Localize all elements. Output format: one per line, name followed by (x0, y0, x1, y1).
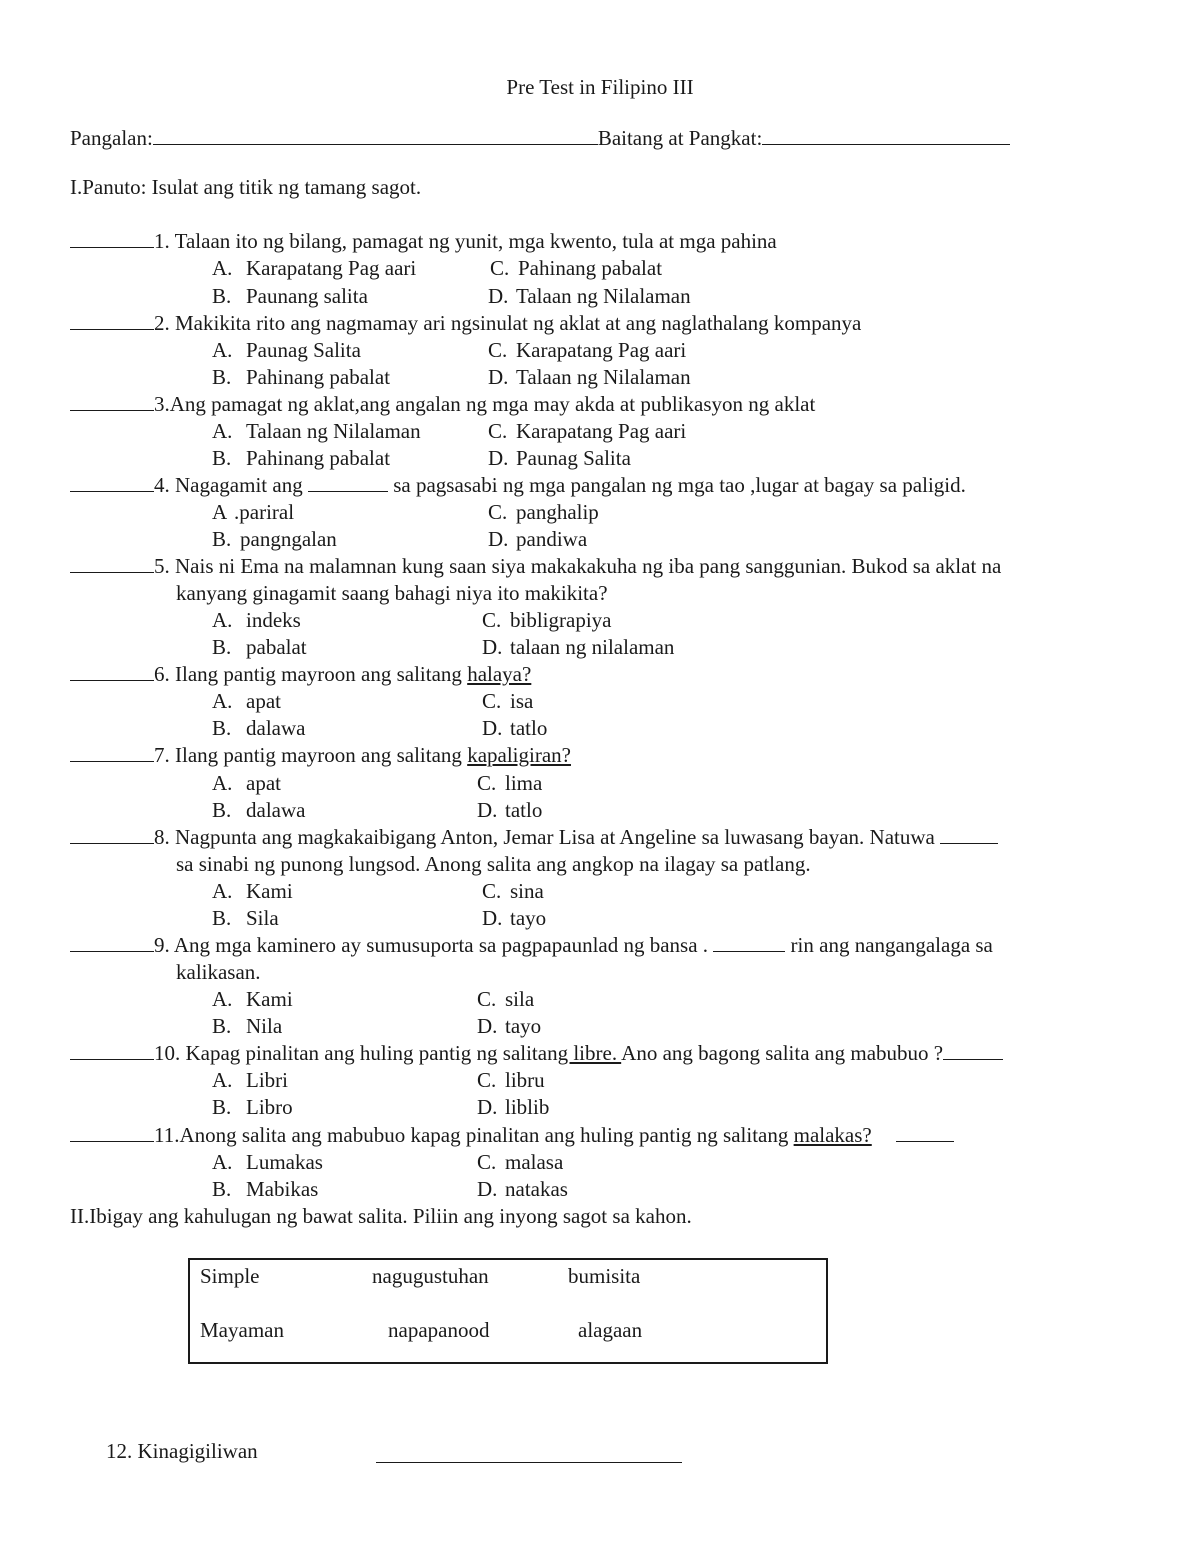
option-c: C. Karapatang Pag aari (488, 338, 687, 362)
part1-instruction: I.Panuto: Isulat ang titik ng tamang sagot. (70, 175, 422, 199)
option-c: C. isa (482, 689, 534, 713)
option-d: D. pandiwa (488, 527, 588, 551)
option-c: C. Karapatang Pag aari (488, 419, 687, 443)
grade-blank[interactable] (762, 126, 1010, 145)
option-b: B. Libro (212, 1095, 293, 1119)
option-d: D. Talaan ng Nilalaman (488, 365, 691, 389)
answer-blank[interactable] (70, 473, 154, 492)
question-7: 7. Ilang pantig mayroon ang salitang kapaligiran? (70, 742, 571, 768)
answer-blank[interactable] (70, 311, 154, 330)
word-bank-item: alagaan (578, 1318, 643, 1342)
answer-blank[interactable] (70, 1041, 154, 1060)
option-a: A. Karapatang Pag aari (212, 256, 417, 280)
option-b: B. Mabikas (212, 1177, 319, 1201)
word-bank-box (188, 1258, 828, 1364)
option-d: D. tayo (482, 906, 547, 930)
question-9: 9. Ang mga kaminero ay sumusuporta sa pagpapaunlad ng bansa . rin ang nangangalaga sa (70, 932, 993, 958)
question-10: 10. Kapag pinalitan ang huling pantig ng salitang libre. Ano ang bagong salita ang mabubuo ? (70, 1040, 1003, 1066)
option-b: B. Pahinang pabalat (212, 446, 391, 470)
item-12-label: 12. Kinagigiliwan (106, 1439, 258, 1463)
answer-blank[interactable] (70, 554, 154, 573)
option-d: D. natakas (477, 1177, 568, 1201)
question-6: 6. Ilang pantig mayroon ang salitang halaya? (70, 661, 531, 687)
option-a: A. Libri (212, 1068, 288, 1092)
word-bank-item: bumisita (568, 1264, 641, 1288)
option-a: A. apat (212, 689, 281, 713)
question-2: 2. Makikita rito ang nagmamay ari ngsinulat ng aklat at ang naglathalang kompanya (70, 310, 861, 336)
option-a: A. Kami (212, 987, 293, 1011)
inline-blank[interactable] (940, 825, 998, 844)
option-b: B. Pahinang pabalat (212, 365, 391, 389)
question-5: 5. Nais ni Ema na malamnan kung saan siya makakakuha ng iba pang sanggunian. Bukod sa aklat na (70, 553, 1001, 579)
option-a: A. apat (212, 771, 281, 795)
option-c: C. panghalip (488, 500, 599, 524)
option-c: C. lima (477, 771, 543, 795)
word-bank-item: Mayaman (200, 1318, 284, 1342)
option-a: A. Kami (212, 879, 293, 903)
option-b: B. dalawa (212, 798, 306, 822)
word-bank-item: nagugustuhan (372, 1264, 489, 1288)
question-3: 3.Ang pamagat ng aklat,ang angalan ng mga may akda at publikasyon ng aklat (70, 391, 815, 417)
question-9-continued: kalikasan. (176, 960, 261, 984)
answer-blank[interactable] (70, 933, 154, 952)
option-a: A. indeks (212, 608, 301, 632)
option-b: B. pangngalan (212, 527, 337, 551)
question-8-continued: sa sinabi ng punong lungsod. Anong salita ang angkop na ilagay sa patlang. (176, 852, 811, 876)
question-1: 1. Talaan ito ng bilang, pamagat ng yunit, mga kwento, tula at mga pahina (70, 228, 777, 254)
option-c: C. sila (477, 987, 535, 1011)
inline-blank[interactable] (943, 1041, 1003, 1060)
option-b: B. Paunang salita (212, 284, 368, 308)
name-blank[interactable] (153, 126, 598, 145)
question-5-continued: kanyang ginagamit saang bahagi niya ito makikita? (176, 581, 608, 605)
option-d: D. tatlo (482, 716, 548, 740)
option-d: D. tatlo (477, 798, 543, 822)
inline-blank[interactable] (713, 933, 785, 952)
option-c: C. malasa (477, 1150, 564, 1174)
student-info-row (70, 125, 1010, 151)
word-bank-item: napapanood (388, 1318, 490, 1342)
name-label: Pangalan: (70, 126, 153, 150)
question-4: 4. Nagagamit ang sa pagsasabi ng mga pangalan ng mga tao ,lugar at bagay sa paligid. (70, 472, 966, 498)
option-a: A. Lumakas (212, 1150, 323, 1174)
option-c: C. sina (482, 879, 544, 903)
option-d: D. tayo (477, 1014, 542, 1038)
option-a: A .pariral (212, 500, 295, 524)
answer-blank[interactable] (70, 825, 154, 844)
answer-blank[interactable] (70, 743, 154, 762)
answer-blank[interactable] (70, 229, 154, 248)
option-a: A. Talaan ng Nilalaman (212, 419, 421, 443)
option-b: B. Nila (212, 1014, 283, 1038)
option-d: D. Talaan ng Nilalaman (488, 284, 691, 308)
inline-blank[interactable] (308, 473, 388, 492)
option-c: C. libru (477, 1068, 545, 1092)
option-b: B. Sila (212, 906, 279, 930)
option-d: D. talaan ng nilalaman (482, 635, 675, 659)
word-bank-item: Simple (200, 1264, 260, 1288)
part2-instruction: II.Ibigay ang kahulugan ng bawat salita. Piliin ang inyong sagot sa kahon. (70, 1204, 692, 1228)
item-12-answer-blank[interactable] (376, 1444, 682, 1463)
option-d: D. Paunag Salita (488, 446, 631, 470)
option-c: C. bibligrapiya (482, 608, 612, 632)
answer-blank[interactable] (70, 392, 154, 411)
option-b: B. pabalat (212, 635, 307, 659)
question-11: 11.Anong salita ang mabubuo kapag pinalitan ang huling pantig ng salitang malakas? (70, 1122, 954, 1148)
option-b: B. dalawa (212, 716, 306, 740)
question-8: 8. Nagpunta ang magkakaibigang Anton, Jemar Lisa at Angeline sa luwasang bayan. Natuwa (70, 824, 998, 850)
option-c: C. Pahinang pabalat (490, 256, 663, 280)
answer-blank[interactable] (70, 1123, 154, 1142)
option-a: A. Paunag Salita (212, 338, 361, 362)
option-d: D. liblib (477, 1095, 550, 1119)
inline-blank[interactable] (896, 1123, 954, 1142)
answer-blank[interactable] (70, 662, 154, 681)
page-title: Pre Test in Filipino III (506, 75, 694, 99)
grade-label: Baitang at Pangkat: (597, 126, 763, 150)
